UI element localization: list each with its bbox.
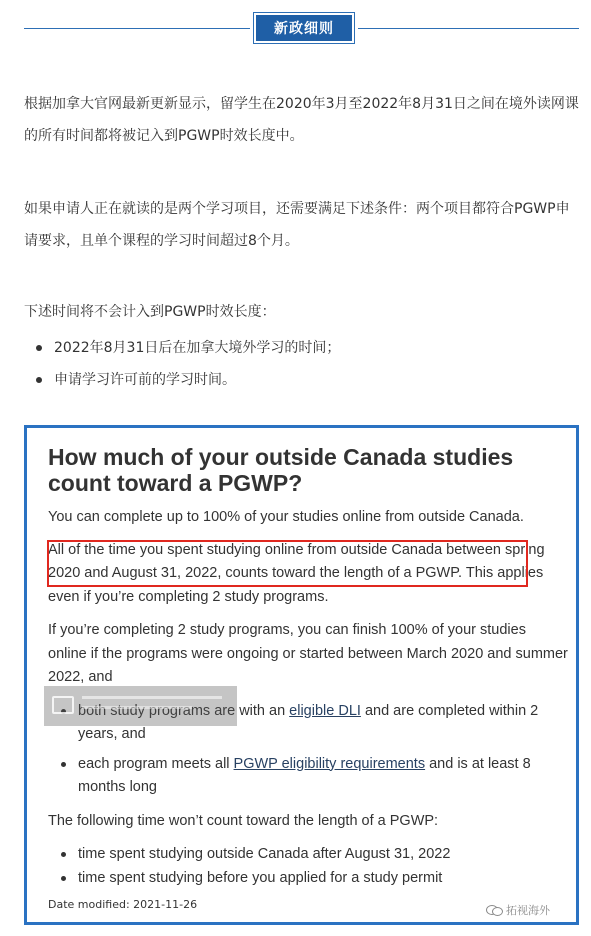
intro-bullet-item: 申请学习许可前的学习时间。	[36, 364, 340, 396]
highlighted-tail-text: This applies even if you’re completing 2 study programs.	[48, 565, 544, 605]
highlighted-text: All of the time you spent studying online from outside Canada between spring 2020 and August 31, 2022, counts toward the length of a PGWP.	[48, 541, 545, 581]
list-item-text: and is at least 8 months long	[78, 755, 531, 795]
eligible-dli-link[interactable]: eligible DLI	[289, 702, 361, 719]
watermark-line	[82, 706, 192, 709]
watermark-line	[82, 696, 222, 699]
section-badge-label: 新政细则	[256, 15, 352, 41]
list-item-text: both study programs are with an	[78, 702, 290, 719]
intro-paragraph-3: 下述时间将不会计入到PGWP时效长度：	[24, 304, 276, 320]
date-modified: Date modified: 2021-11-26	[48, 898, 198, 911]
intro-paragraph-1: 根据加拿大官网最新更新显示，留学生在2020年3月至2022年8月31日之间在境外读网课的所有时间都将被记入到PGWP时效长度中。	[24, 96, 579, 144]
red-highlight-box	[47, 540, 528, 587]
intro-bullet-list	[36, 332, 340, 396]
brand-watermark	[486, 902, 550, 918]
brand-watermark-text: 拓视海外	[506, 904, 550, 917]
screenshot-line-3: If you’re completing 2 study programs, you can finish 100% of your studies online if the programs were ongoing or started between March 2020 and summer 2022, and	[48, 622, 568, 685]
screenshot-list-2	[48, 843, 568, 890]
list-item-text: each program meets all	[78, 755, 234, 772]
list-item: time spent studying outside Canada after August 31, 2022	[48, 843, 568, 867]
list-item: time spent studying before you applied for a study permit	[48, 867, 568, 891]
watermark-overlay	[44, 686, 237, 726]
section-badge	[250, 9, 358, 47]
book-icon	[52, 696, 74, 714]
section-badge-frame	[253, 12, 355, 44]
screenshot-line-4: The following time won’t count toward the length of a PGWP:	[48, 812, 439, 829]
wechat-icon	[486, 904, 502, 916]
screenshot-content	[48, 444, 568, 890]
intro-bullet-item: 2022年8月31日后在加拿大境外学习的时间；	[36, 332, 340, 364]
screenshot-title: How much of your outside Canada studies count toward a PGWP?	[48, 444, 514, 496]
screenshot-line-1: You can complete up to 100% of your studies online from outside Canada.	[48, 509, 524, 525]
pgwp-eligibility-link[interactable]: PGWP eligibility requirements	[233, 755, 426, 772]
intro-paragraph-2: 如果申请人正在就读的是两个学习项目，还需要满足下述条件：两个项目都符合PGWP申请要求，且单个课程的学习时间超过8个月。	[24, 201, 570, 249]
list-item-text: and are completed within 2 years, and	[78, 702, 539, 742]
list-item	[48, 753, 568, 800]
embedded-screenshot	[24, 425, 579, 925]
